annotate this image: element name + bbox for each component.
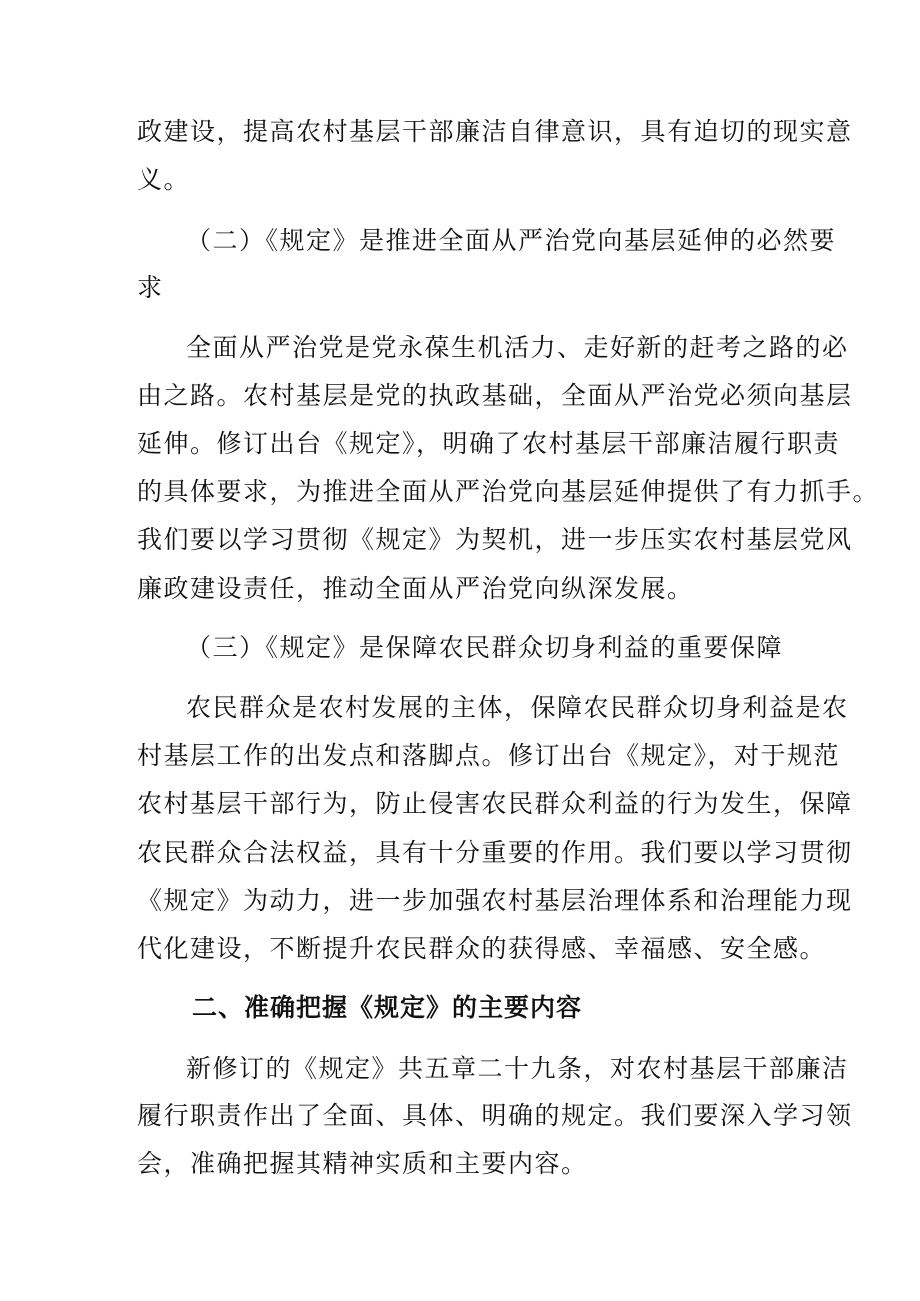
section-heading: 二、准确把握《规定》的主要内容	[192, 993, 583, 1022]
text-line: 的具体要求，为推进全面从严治党向基层延伸提供了有力抓手。	[137, 477, 880, 506]
subheading-line: 求	[137, 273, 164, 302]
subheading-line: （三）《规定》是保障农民群众切身利益的重要保障	[186, 633, 784, 662]
text-line: 村基层工作的出发点和落脚点。修订出台《规定》，对于规范	[137, 741, 841, 770]
text-line: 全面从严治党是党永葆生机活力、走好新的赶考之路的必	[186, 333, 849, 362]
text-line: 《规定》为动力，进一步加强农村基层治理体系和治理能力现	[137, 886, 853, 915]
text-line: 廉政建设责任，推动全面从严治党向纵深发展。	[137, 574, 694, 603]
text-line: 由之路。农村基层是党的执政基础，全面从严治党必须向基层	[137, 381, 853, 410]
subheading-line: （二）《规定》是推进全面从严治党向基层延伸的必然要	[186, 226, 837, 255]
text-line: 我们要以学习贯彻《规定》为契机，进一步压实农村基层党风	[137, 525, 853, 554]
text-line: 履行职责作出了全面、具体、明确的规定。我们要深入学习领	[137, 1101, 853, 1130]
text-line: 代化建设，不断提升农民群众的获得感、幸福感、安全感。	[137, 934, 827, 963]
text-line: 延伸。修订出台《规定》，明确了农村基层干部廉洁履行职责	[137, 429, 841, 458]
text-line: 农民群众合法权益，具有十分重要的作用。我们要以学习贯彻	[137, 838, 853, 867]
text-line: 农村基层干部行为，防止侵害农民群众利益的行为发生，保障	[137, 789, 853, 818]
text-line: 新修订的《规定》共五章二十九条，对农村基层干部廉洁	[186, 1054, 849, 1083]
text-line: 农民群众是农村发展的主体，保障农民群众切身利益是农	[186, 693, 849, 722]
text-line: 政建设，提高农村基层干部廉洁自律意识，具有迫切的现实意	[137, 117, 853, 146]
text-line: 会，准确把握其精神实质和主要内容。	[137, 1149, 588, 1178]
text-line: 义。	[137, 165, 191, 194]
